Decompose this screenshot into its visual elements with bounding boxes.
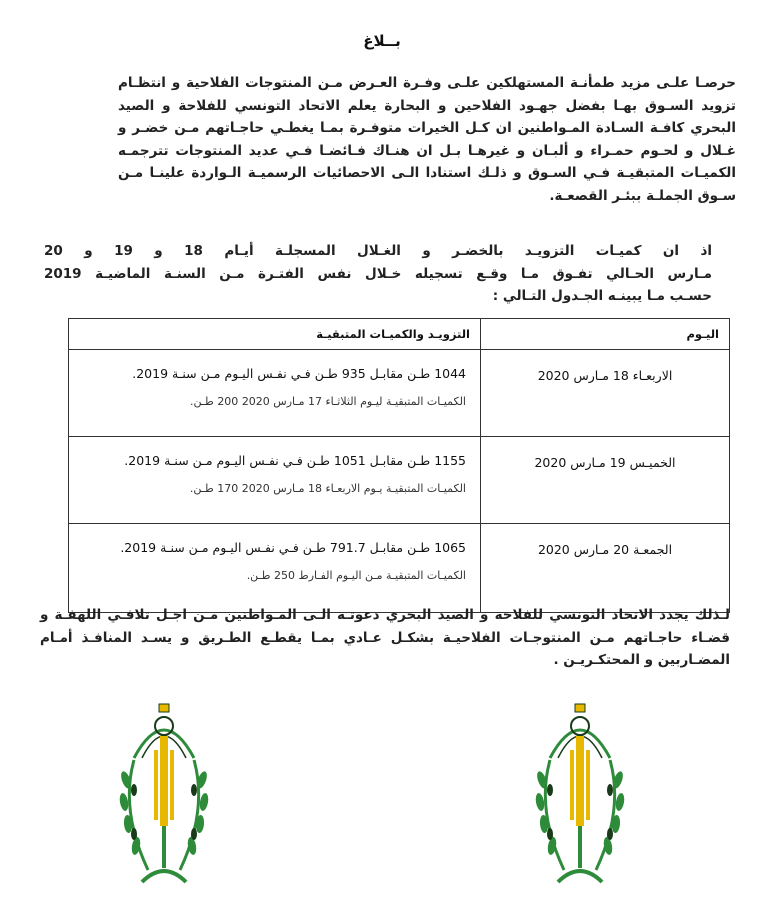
table-cell-supply [69,350,481,437]
table-cell-day: الخميـس 19 مـارس 2020 [481,437,730,524]
table-cell-supply [69,437,481,524]
supply-quantity: 1155 طـن مقابـل 1051 طـن فـي نفـس اليـوم مـن سنـة 2019. [124,453,466,468]
emblem-olive-branch-left [118,760,148,870]
table-header-day: اليـوم [481,319,730,350]
second-paragraph-line-3: حسـب مـا يبينـه الجـدول التـالي : [492,288,712,304]
emblem-olive-branch-right [596,760,626,870]
table-row [69,350,730,437]
table-cell-day: الاربعـاء 18 مـارس 2020 [481,350,730,437]
emblem-base [558,871,602,882]
page-title: بــلاغ [363,32,401,50]
remaining-quantity: الكميـات المتبقيـة يـوم الاربعـاء 18 مـارس 2020 170 طـن. [189,482,466,495]
emblem-wheat [154,736,174,868]
second-paragraph-line-2: مـارس الحـالي تفـوق مـا وقـع تسجيله خـلال نفس الفتـرة مـن السنـة الماضيـة 2019 [44,265,712,282]
second-paragraph [44,240,712,308]
closing-paragraph: لـذلك يجدد الاتحاد التونسي للفلاحة و الصيد البحري دعوتـه الـى المـواطنين مـن اجـل تلافـي اللهفـة و قضـاء حاجـاتهم مـن المنتوجـات الفلاحيـة بشكـل عـادي بمـا يقطـع الطـريق و يسـد المنافـذ أمـام المضـاربين و المحتكـريـن . [40,607,730,668]
intro-paragraph: حرصـا علـى مزيد طمأنـة المستهلكين علـى وفـرة العـرض مـن المنتوجات الفلاحية و انتظـام تزويد السـوق بهـا بفضل جهـود الفلاحين و البحارة يعلم الاتحاد التونسي للفلاحة و الصيد البحري كافـة السـادة المـواطنين ان كـل الخيرات متوفـرة بمـا يغطـي حاجـاتهم مـن خضـر و غـلال و لحـوم حمـراء و ألبـان و غيرهـا بـل ان هنـاك فـائضـا فـي عديد المنتوجات تترجمـه الكميـات المتبقيـة فـي السـوق و ذلـك استنادا الـى الاحصائيات الرسميـة الـواردة علينـا مـن سـوق الجملـة ببئـر القصعـة. [118,75,736,204]
remaining-quantity: الكميـات المتبقيـة مـن اليـوم الفـارط 250 طـن. [246,569,466,582]
second-paragraph-line-1: اذ ان كميـات التزويـد بالخضـر و الغـلال المسجلـة أيـام 18 و 19 و 20 [44,243,713,259]
supply-table [68,318,730,613]
supply-quantity: 1065 طـن مقابـل 791.7 طـن فـي نفـس اليـوم مـن سنـة 2019. [120,540,466,555]
emblem-base [142,871,186,882]
table-header-supply: التزويـد والكميـات المتبقيـة [69,319,481,350]
table-row [69,524,730,613]
table-header-row [69,319,730,350]
supply-quantity: 1044 طـن مقابـل 935 طـن فـي نفـس اليـوم مـن سنـة 2019. [132,366,466,381]
emblem-olive-branch-right [180,760,210,870]
remaining-quantity: الكميـات المتبقيـة ليـوم الثلاثـاء 17 مـارس 2020 200 طـن. [189,395,466,408]
emblem-olive-branch-left [534,760,564,870]
table-row [69,437,730,524]
emblem-wheat [570,736,590,868]
table-cell-supply [69,524,481,613]
table-cell-day: الجمعـة 20 مـارس 2020 [481,524,730,613]
utap-emblem-icon [112,700,216,892]
utap-emblem-icon [528,700,632,892]
